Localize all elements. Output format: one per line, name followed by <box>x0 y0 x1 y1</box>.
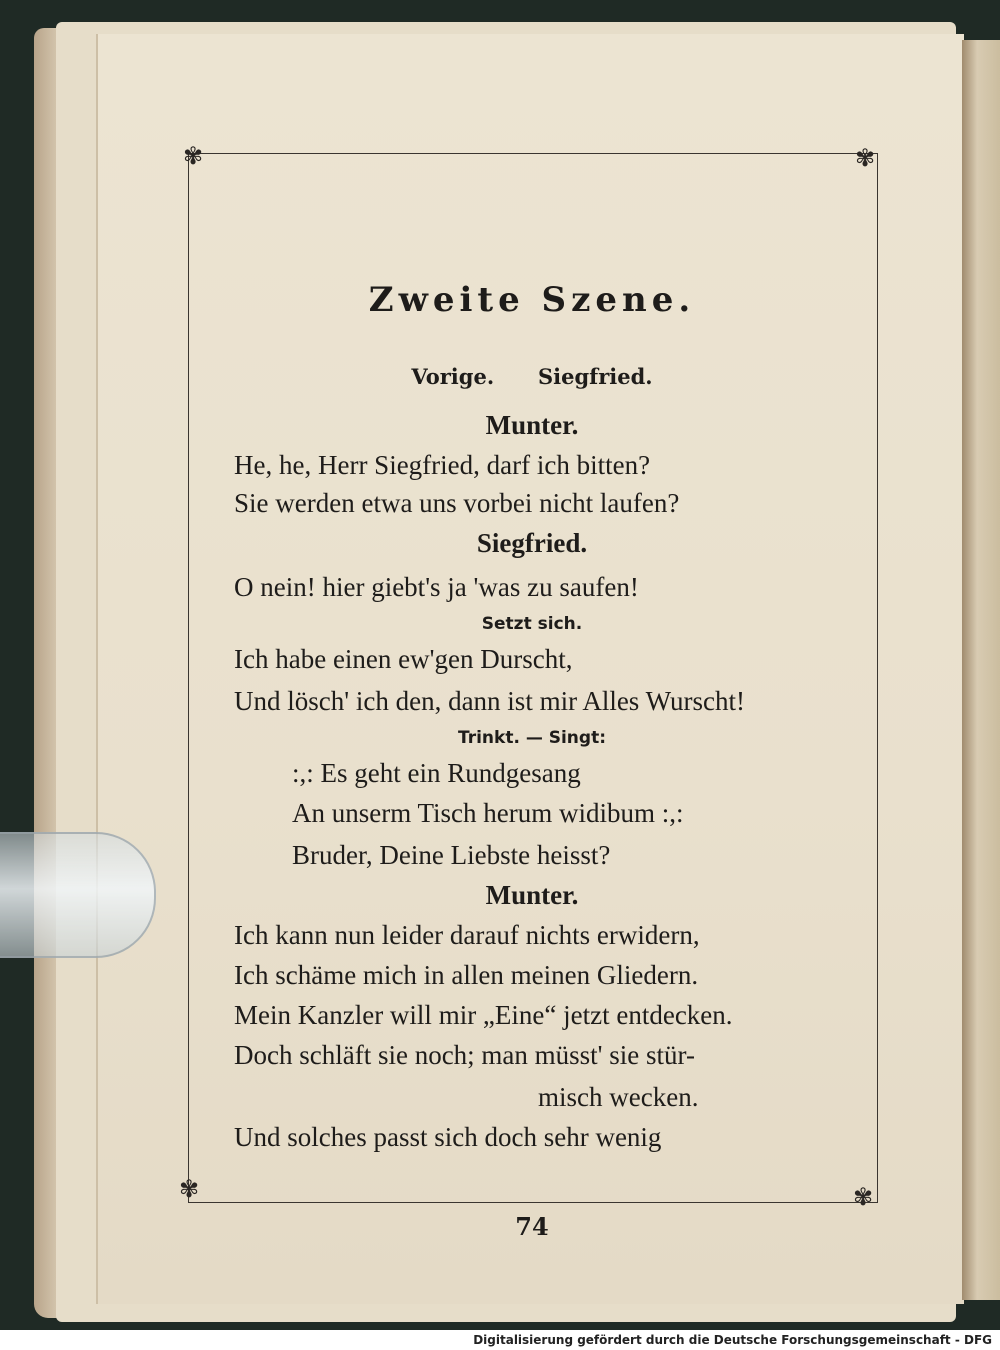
verse-line: Und lösch' ich den, dann ist mir Alles Wurscht! <box>234 686 745 716</box>
fleur-ornament-icon: ✾ <box>182 142 204 170</box>
speaker-name: Siegfried. <box>476 528 588 558</box>
footer-credit: Digitalisierung gefördert durch die Deutsche Forschungsgemeinschaft - DFG <box>473 1333 992 1347</box>
fleur-ornament-icon: ✾ <box>178 1175 200 1203</box>
verse-line: He, he, Herr Siegfried, darf ich bitten? <box>234 450 651 480</box>
stage-direction: Setzt sich. <box>481 614 583 634</box>
speaker-name: Munter. <box>485 880 579 910</box>
fleur-ornament-icon: ✾ <box>852 1183 874 1211</box>
verse-line: misch wecken. <box>538 1082 699 1112</box>
verse-line: O nein! hier giebt's ja 'was zu saufen! <box>234 572 639 602</box>
verse-line: Ich schäme mich in allen meinen Gliedern. <box>234 960 699 990</box>
verse-line: Und solches passt sich doch sehr wenig <box>234 1122 662 1152</box>
verse-line: :,: Es geht ein Rundgesang <box>292 758 581 788</box>
thumb-holder <box>0 832 156 958</box>
verse-line: An unserm Tisch herum widibum :,: <box>292 798 684 828</box>
verse-line: Doch schläft sie noch; man müsst' sie stür- <box>234 1040 695 1070</box>
fleur-ornament-icon: ✾ <box>854 144 876 172</box>
verse-line: Sie werden etwa uns vorbei nicht laufen? <box>234 488 680 518</box>
verse-line: Ich habe einen ew'gen Durscht, <box>234 644 573 674</box>
speaker-name: Munter. <box>485 410 579 440</box>
facing-page-edge <box>962 40 1000 1300</box>
verse-line: Mein Kanzler will mir „Eine“ jetzt entdecken. <box>234 1000 733 1030</box>
characters-line: Vorige. Siegfried. <box>411 364 653 389</box>
verse-line: Bruder, Deine Liebste heisst? <box>292 840 611 870</box>
scene-title: Zweite Szene. <box>368 280 696 320</box>
stage-direction: Trinkt. — Singt: <box>457 728 607 748</box>
verse-line: Ich kann nun leider darauf nichts erwidern, <box>234 920 700 950</box>
page-number: 74 <box>515 1212 549 1241</box>
